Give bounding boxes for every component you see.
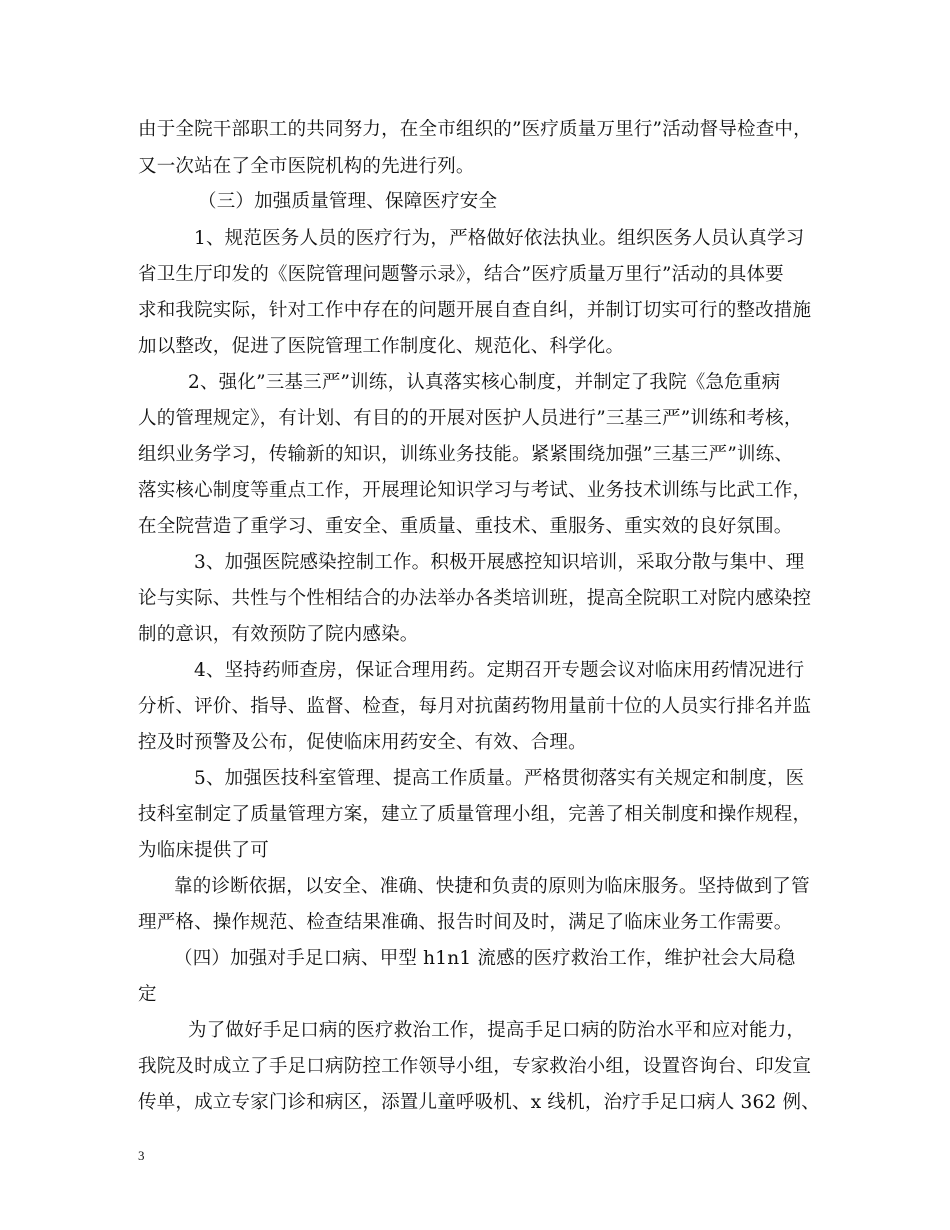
text-line: 人的管理规定》，有计划、有目的的开展对医护人员进行”三基三严”训练和考核， — [138, 408, 803, 429]
text-line: 我院及时成立了手足口病防控工作领导小组，专家救治小组，设置咨询台、印发宣 — [138, 1056, 812, 1077]
text-line: 制的意识，有效预防了院内感染。 — [138, 624, 419, 645]
text-line: 3、加强医院感染控制工作。积极开展感控知识培训，采取分散与集中、理 — [194, 552, 805, 573]
text-line: 论与实际、共性与个性相结合的办法举办各类培训班，提高全院职工对院内感染控 — [138, 588, 812, 609]
text-line: 为临床提供了可 — [138, 840, 269, 861]
section-heading: （四）加强对手足口病、甲型 h1n1 流感的医疗救治工作，维护社会大局稳 — [174, 948, 796, 969]
text-line: 分析、评价、指导、监督、检查，每月对抗菌药物用量前十位的人员实行排名并监 — [138, 696, 812, 717]
text-line: 省卫生厅印发的《医院管理问题警示录》，结合”医疗质量万里行”活动的具体要 — [138, 264, 784, 285]
text-line: 由于全院干部职工的共同努力，在全市组织的”医疗质量万里行”活动督导检查中， — [138, 119, 812, 140]
text-line: 在全院营造了重学习、重安全、重质量、重技术、重服务、重实效的良好氛围。 — [138, 516, 793, 537]
text-line: 5、加强医技科室管理、提高工作质量。严格贯彻落实有关规定和制度，医 — [194, 768, 805, 789]
text-line: 1、规范医务人员的医疗行为，严格做好依法执业。组织医务人员认真学习 — [194, 228, 805, 249]
text-line: 为了做好手足口病的医疗救治工作，提高手足口病的防治水平和应对能力， — [188, 1020, 806, 1041]
text-line: 加以整改，促进了医院管理工作制度化、规范化、科学化。 — [138, 336, 625, 357]
text-line: 理严格、操作规范、检查结果准确、报告时间及时，满足了临床业务工作需要。 — [138, 912, 793, 933]
page-number: 3 — [138, 1148, 145, 1163]
text-line: 传单，成立专家门诊和病区，添置儿童呼吸机、x 线机，治疗手足口病人 362 例、 — [138, 1092, 820, 1113]
text-line: 2、强化”三基三严”训练，认真落实核心制度，并制定了我院《急危重病 — [188, 372, 781, 393]
section-heading: （三）加强质量管理、保障医疗安全 — [198, 191, 498, 212]
text-line: 组织业务学习，传输新的知识，训练业务技能。紧紧围绕加强”三基三严”训练、 — [138, 444, 794, 465]
text-line: 求和我院实际，针对工作中存在的问题开展自查自纠，并制订切实可行的整改措施 — [138, 300, 812, 321]
text-line: 控及时预警及公布，促使临床用药安全、有效、合理。 — [138, 732, 587, 753]
section-heading: 定 — [138, 984, 157, 1005]
text-line: 4、坚持药师查房，保证合理用药。定期召开专题会议对临床用药情况进行 — [194, 660, 805, 681]
text-line: 又一次站在了全市医院机构的先进行列。 — [138, 156, 475, 177]
text-line: 落实核心制度等重点工作，开展理论知识学习与考试、业务技术训练与比武工作， — [138, 480, 812, 501]
text-line: 技科室制定了质量管理方案，建立了质量管理小组，完善了相关制度和操作规程， — [138, 804, 812, 825]
text-line: 靠的诊断依据，以安全、准确、快捷和负责的原则为临床服务。坚持做到了管 — [174, 876, 810, 897]
